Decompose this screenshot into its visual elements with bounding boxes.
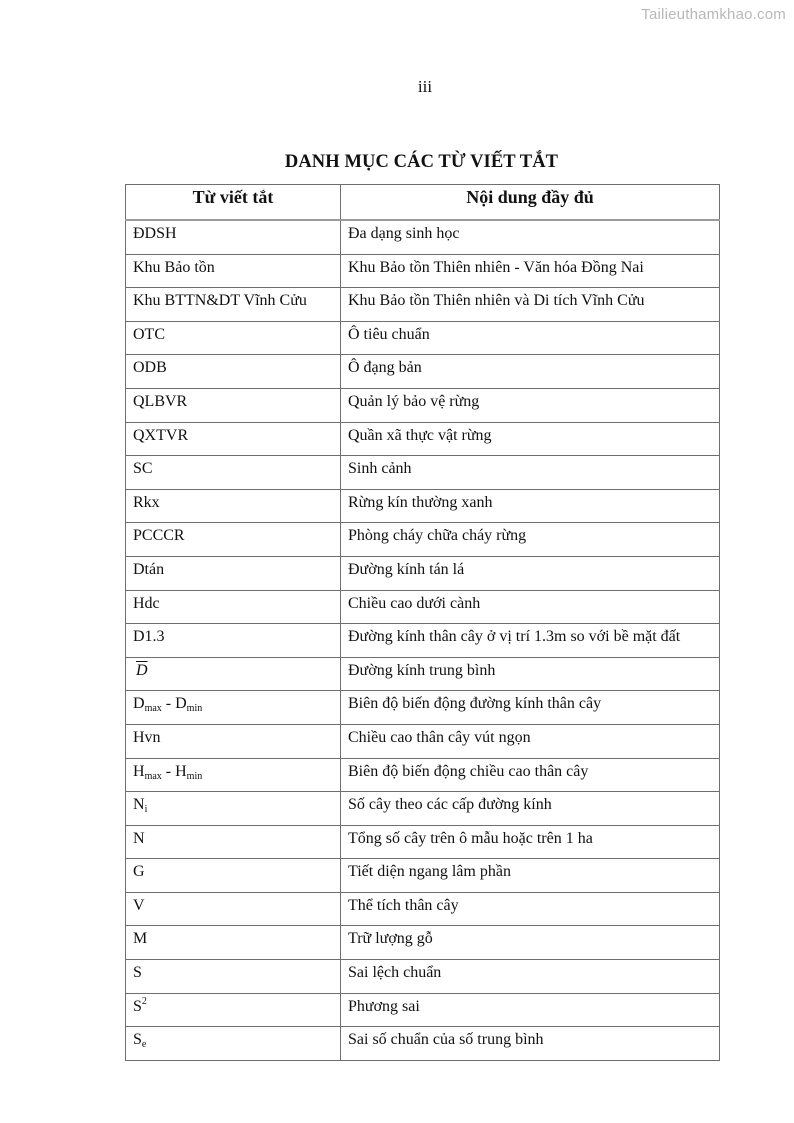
table-row [126,355,720,389]
table-row [126,624,720,658]
full-cell: Quần xã thực vật rừng [341,422,720,456]
table-row [126,724,720,758]
table-row [126,590,720,624]
table-row [126,489,720,523]
table-row [126,388,720,422]
abbr-cell [126,993,341,1027]
abbr-cell: Hvn [126,724,341,758]
abbr-cell: QXTVR [126,422,341,456]
column-header-abbreviation: Từ viết tắt [126,185,341,221]
symbol-base: D [133,695,145,713]
symbol-base: S [133,997,142,1015]
table-row [126,825,720,859]
abbr-cell: Khu BTTN&DT Vĩnh Cửu [126,288,341,322]
full-cell: Quản lý bảo vệ rừng [341,388,720,422]
mean-diameter-symbol: $\overline{D}$ [136,661,148,679]
abbr-cell [126,1027,341,1061]
table-row [126,254,720,288]
abbr-cell: Hdc [126,590,341,624]
table-row [126,691,720,725]
abbr-cell: PCCCR [126,523,341,557]
abbr-cell: D1.3 [126,624,341,658]
table-row [126,926,720,960]
table-row [126,523,720,557]
symbol-base: H [175,762,187,780]
full-cell: Biên độ biến động đường kính thân cây [341,691,720,725]
abbr-cell: SC [126,456,341,490]
table-row [126,758,720,792]
table-row [126,321,720,355]
full-cell: Khu Bảo tồn Thiên nhiên - Văn hóa Đồng Nai [341,254,720,288]
symbol-base: S [133,1031,142,1049]
full-cell: Đa dạng sinh học [341,220,720,254]
table-row [126,657,720,691]
full-cell: Tổng số cây trên ô mẫu hoặc trên 1 ha [341,825,720,859]
page-title: DANH MỤC CÁC TỪ VIẾT TẮT [284,152,559,172]
abbr-cell: OTC [126,321,341,355]
symbol-base: H [133,762,145,780]
full-cell: Ô tiêu chuẩn [341,321,720,355]
full-cell: Đường kính trung bình [341,657,720,691]
abbreviation-table [125,184,720,1061]
table-row [126,859,720,893]
column-header-full-content: Nội dung đầy đủ [341,185,720,221]
full-cell: Thể tích thân cây [341,892,720,926]
symbol-subscript: min [186,770,203,782]
abbr-cell: N [126,825,341,859]
full-cell: Chiều cao thân cây vút ngọn [341,724,720,758]
symbol-subscript: max [144,770,162,782]
full-cell: Số cây theo các cấp đường kính [341,792,720,826]
abbr-cell: Khu Bảo tồn [126,254,341,288]
abbr-cell [126,758,341,792]
abbr-cell: QLBVR [126,388,341,422]
symbol-separator: - [161,695,176,713]
table-header-row [126,185,720,221]
full-cell: Biên độ biến động chiều cao thân cây [341,758,720,792]
full-cell: Phương sai [341,993,720,1027]
full-cell: Đường kính tán lá [341,556,720,590]
table-row [126,1027,720,1061]
table-row [126,993,720,1027]
full-cell: Phòng cháy chữa cháy rừng [341,523,720,557]
full-cell: Sinh cảnh [341,456,720,490]
table-row [126,288,720,322]
table-row [126,892,720,926]
full-cell: Sai lệch chuẩn [341,960,720,994]
table-row [126,792,720,826]
full-cell: Ô đạng bản [341,355,720,389]
abbr-cell: V [126,892,341,926]
table-row [126,422,720,456]
full-cell: Rừng kín thường xanh [341,489,720,523]
table-row [126,220,720,254]
abbr-cell: M [126,926,341,960]
abbr-cell: Rkx [126,489,341,523]
symbol-subscript: e [141,1039,147,1051]
full-cell: Trữ lượng gỗ [341,926,720,960]
full-cell: Tiết diện ngang lâm phần [341,859,720,893]
symbol-base: N [133,796,145,814]
full-cell: Đường kính thân cây ở vị trí 1.3m so với bề mặt đất [341,624,720,658]
abbr-cell [126,792,341,826]
abbr-cell [126,657,341,691]
abbr-cell: ĐDSH [126,220,341,254]
table-row [126,456,720,490]
abbr-cell [126,691,341,725]
symbol-subscript: max [144,703,162,715]
full-cell: Sai số chuẩn của số trung bình [341,1027,720,1061]
table-row [126,556,720,590]
symbol-base: D [175,695,187,713]
abbr-cell: G [126,859,341,893]
watermark: Tailieuthamkhao.com [641,6,786,23]
symbol-separator: - [161,762,176,780]
abbr-cell: Dtán [126,556,341,590]
page-number: iii [417,77,433,96]
abbr-cell: ODB [126,355,341,389]
symbol-superscript: 2 [141,995,147,1007]
table-row [126,960,720,994]
symbol-subscript: i [144,804,148,816]
abbr-cell: S [126,960,341,994]
full-cell: Khu Bảo tồn Thiên nhiên và Di tích Vĩnh Cửu [341,288,720,322]
symbol-subscript: min [186,703,203,715]
full-cell: Chiều cao dưới cành [341,590,720,624]
